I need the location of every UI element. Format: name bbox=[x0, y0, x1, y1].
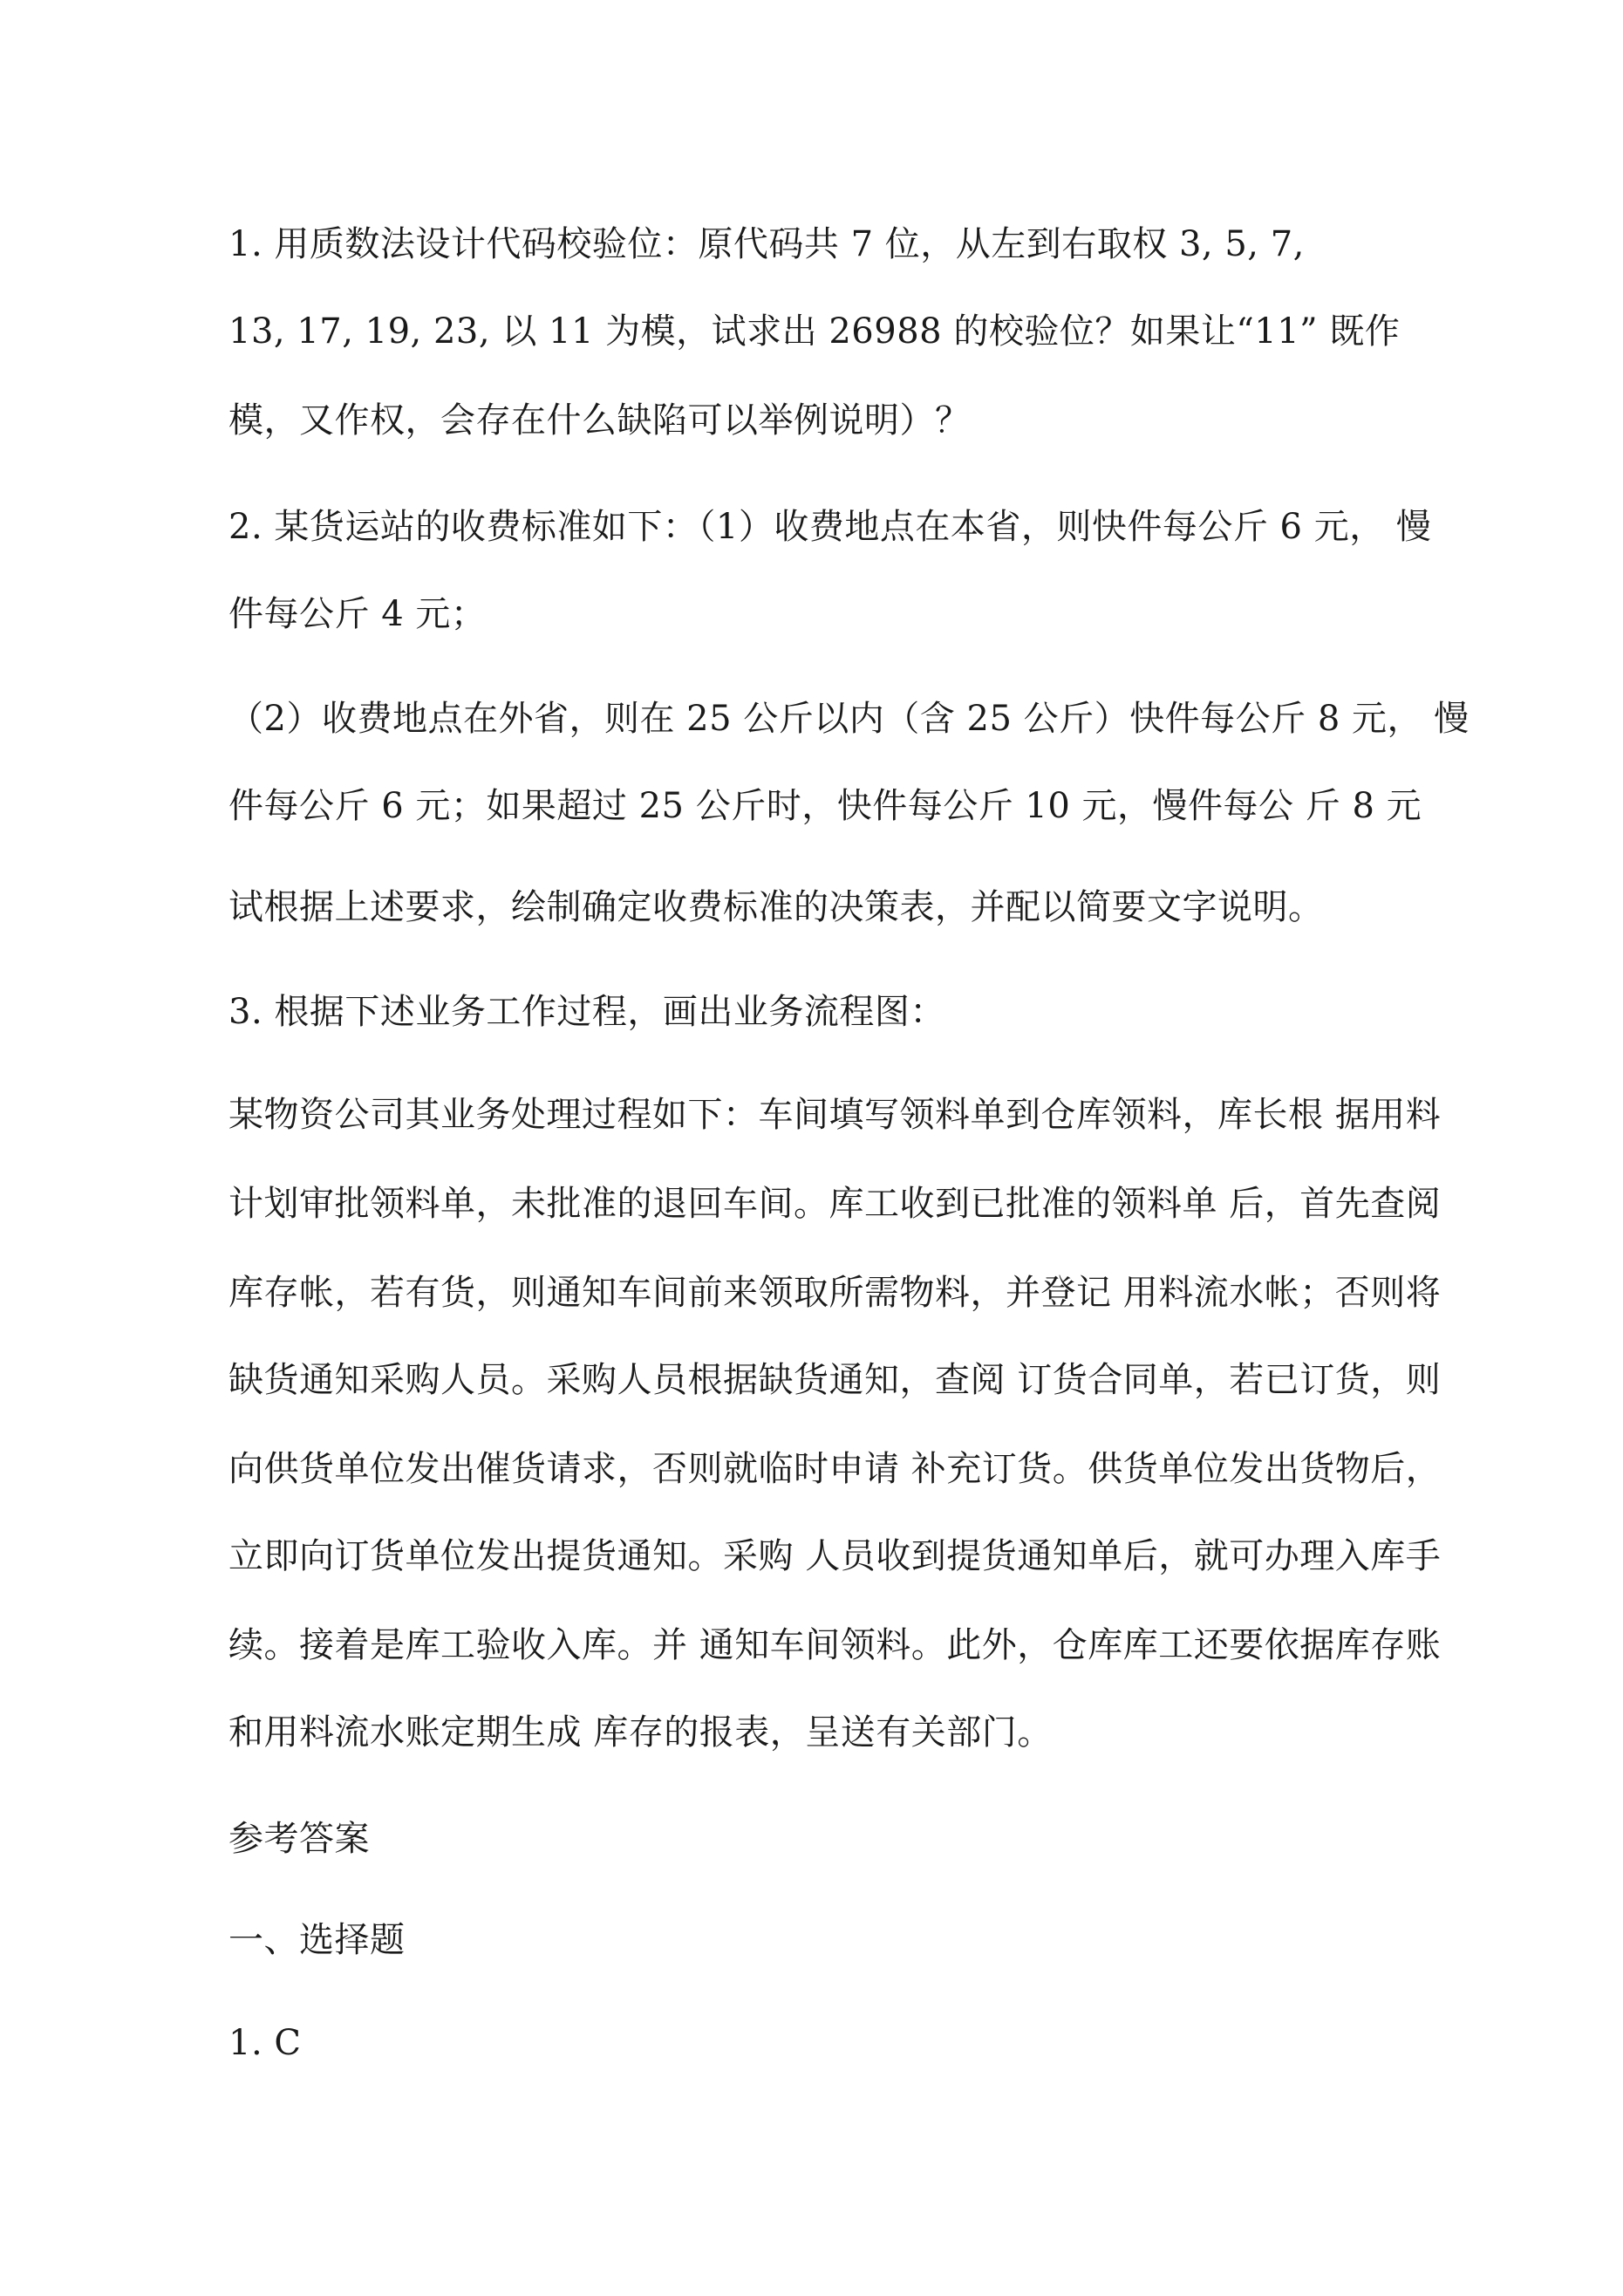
q3-line-6: 立即向订货单位发出提货通知。采购 人员收到提货通知单后，就可办理入库手 bbox=[228, 1536, 1442, 1576]
q2-line-2: 件每公斤 4 元； bbox=[228, 594, 487, 634]
answer-heading: 参考答案 bbox=[228, 1819, 370, 1859]
q3-line-8: 和用料流水账定期生成 库存的报表，呈送有关部门。 bbox=[228, 1712, 1053, 1753]
q3-title: 3. 根据下述业务工作过程，画出业务流程图： bbox=[228, 992, 945, 1032]
q1-line-1: 1. 用质数法设计代码校验位：原代码共 7 位，从左到右取权 3, 5, 7, bbox=[228, 224, 1305, 264]
q3-line-5: 向供货单位发出催货请求，否则就临时申请 补充订货。供货单位发出货物后， bbox=[228, 1449, 1442, 1489]
q2-line-1: 2. 某货运站的收费标准如下：（1）收费地点在本省，则快件每公斤 6 元， 慢 bbox=[228, 507, 1432, 547]
q3-line-3: 库存帐，若有货，则通知车间前来领取所需物料，并登记 用料流水帐；否则将 bbox=[228, 1273, 1442, 1313]
q2-line-4: 件每公斤 6 元；如果超过 25 公斤时，快件每公斤 10 元，慢件每公 斤 8 元 bbox=[228, 786, 1422, 826]
q1-line-2: 13, 17, 19, 23, 以 11 为模，试求出 26988 的校验位？如果让“11” 既作 bbox=[228, 311, 1401, 352]
q3-line-1: 某物资公司其业务处理过程如下：车间填写领料单到仓库领料，库长根 据用料 bbox=[228, 1095, 1442, 1135]
section-heading: 一、选择题 bbox=[228, 1920, 406, 1960]
answer-1: 1. C bbox=[228, 2023, 302, 2063]
q3-line-4: 缺货通知采购人员。采购人员根据缺货通知，查阅 订货合同单，若已订货，则 bbox=[228, 1360, 1442, 1400]
q3-line-2: 计划审批领料单，未批准的退回车间。库工收到已批准的领料单 后，首先查阅 bbox=[228, 1184, 1442, 1224]
q2-line-5: 试根据上述要求，绘制确定收费标准的决策表，并配以简要文字说明。 bbox=[228, 887, 1324, 927]
q3-line-7: 续。接着是库工验收入库。并 通知车间领料。此外，仓库库工还要依据库存账 bbox=[228, 1625, 1442, 1665]
q2-line-3: （2）收费地点在外省，则在 25 公斤以内（含 25 公斤）快件每公斤 8 元， 慢 bbox=[228, 699, 1470, 739]
q1-line-3: 模，又作权，会存在什么缺陷可以举例说明）？ bbox=[228, 400, 971, 441]
